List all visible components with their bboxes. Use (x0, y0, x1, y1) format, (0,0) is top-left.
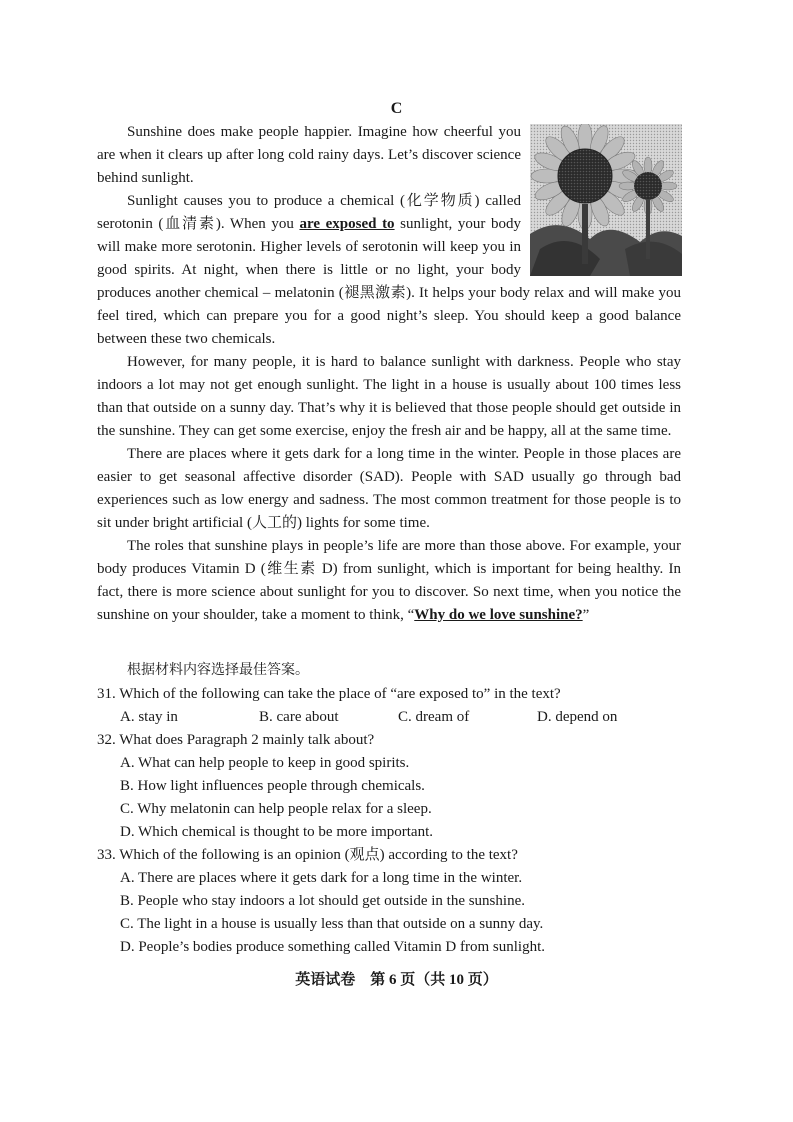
option-31-d[interactable]: D. depend on (537, 709, 618, 725)
underlined-phrase-why-sunshine: Why do we love sunshine? (414, 607, 583, 623)
option-31-c[interactable]: C. dream of (398, 709, 470, 725)
question-31 (97, 683, 680, 729)
option-32-d[interactable]: D. Which chemical is thought to be more important. (120, 824, 433, 840)
option-33-c[interactable]: C. The light in a house is usually less than that outside on a sunny day. (120, 916, 544, 932)
section-label: C (390, 100, 403, 117)
paragraph-4: There are places where it gets dark for a long time in the winter. People in those places are easier to get seasonal affective disorder (SAD). People with SAD usually go through bad experiences such as low energy and sadness. The most common treatment for those people is to sit under bright artificial (人工的) lights for some time. (97, 446, 681, 531)
option-31-b[interactable]: B. care about (259, 709, 339, 725)
option-32-b[interactable]: B. How light influences people through chemicals. (120, 778, 425, 794)
instruction-text: 根据材料内容选择最佳答案。 (127, 662, 309, 678)
paragraph-2-text-after: sunlight, your body will make more serotonin. Higher levels of serotonin will keep you in good spirits. At night, when there is little or no light, your body produces another chemical – melatonin (褪黑激素). It helps your body relax and will make you feel tired, which can prepare you for a good night’s sleep. You should keep a good balance between these two chemicals. (97, 216, 681, 347)
page-footer: 英语试卷 第 6 页（共 10 页） (295, 972, 498, 988)
paragraph-1: Sunshine does make people happier. Imagine how cheerful you are when it clears up after long cold rainy days. Let’s discover science behind sunlight. (97, 124, 521, 186)
option-33-d[interactable]: D. People’s bodies produce something called Vitamin D from sunlight. (120, 939, 546, 955)
option-32-a[interactable]: A. What can help people to keep in good spirits. (120, 755, 410, 771)
question-32 (97, 729, 680, 844)
reading-passage (97, 121, 681, 627)
paragraph-2-text-before: Sunlight causes you to produce a chemical (化学物质) called serotonin (血清素). When you (97, 193, 521, 232)
paragraph-5-text-after: ” (582, 607, 590, 623)
question-31-stem: 31. Which of the following can take the place of “are exposed to” in the text? (97, 686, 561, 702)
paragraph-3: However, for many people, it is hard to balance sunlight with darkness. People who stay indoors a lot may not get enough sunlight. The light in a house is usually about 100 times less than that outside on a sunny day. That’s why it is believed that those people should get outside in the sunshine. They can get some exercise, enjoy the fresh air and be happy, all at the same time. (97, 354, 681, 439)
question-32-stem: 32. What does Paragraph 2 mainly talk about? (97, 732, 375, 748)
option-33-b[interactable]: B. People who stay indoors a lot should get outside in the sunshine. (120, 893, 525, 909)
paragraph-5-text-before: The roles that sunshine plays in people’s life are more than those above. For example, your body produces Vitamin D (维生素 D) from sunlight, which is important for being healthy. In fact, there is more science about sunlight for you to discover. So next time, when you notice the sunshine on your shoulder, take a moment to think, “ (97, 538, 681, 623)
photo-wrap-spacer (521, 121, 681, 276)
question-33 (97, 844, 680, 959)
option-32-c[interactable]: C. Why melatonin can help people relax for a sleep. (120, 801, 432, 817)
option-33-a[interactable]: A. There are places where it gets dark for a long time in the winter. (120, 870, 523, 886)
underlined-phrase-exposed: are exposed to (299, 216, 395, 232)
paragraph-5 (97, 535, 681, 627)
option-31-a[interactable]: A. stay in (120, 709, 178, 725)
question-31-options (120, 706, 680, 729)
question-33-stem: 33. Which of the following is an opinion (观点) according to the text? (97, 847, 518, 863)
questions-section (97, 683, 680, 959)
